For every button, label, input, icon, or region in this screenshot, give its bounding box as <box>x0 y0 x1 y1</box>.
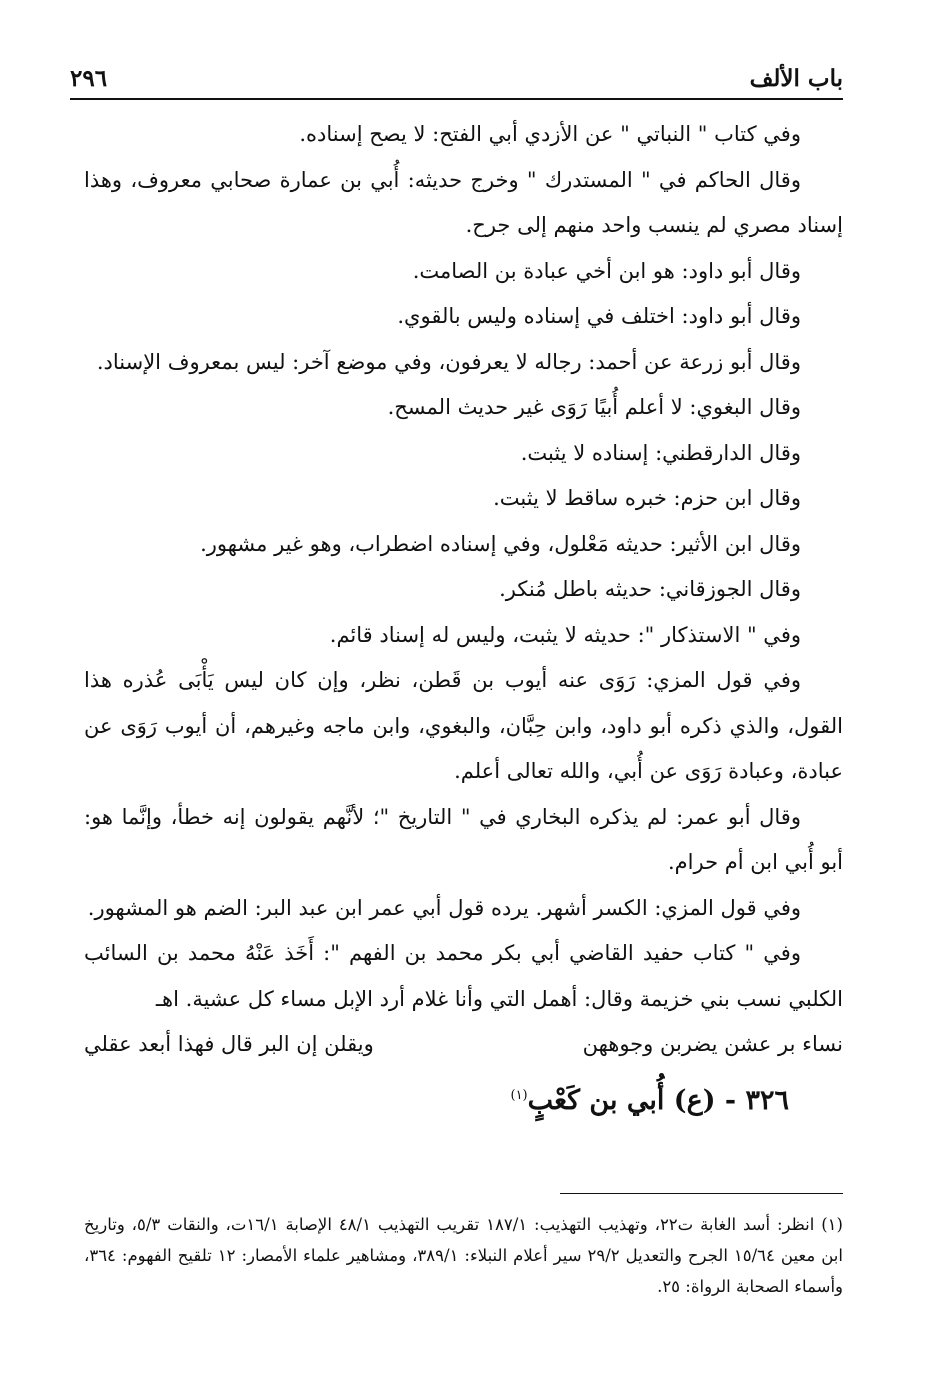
paragraph: وقال الجوزقاني: حديثه باطل مُنكر. <box>499 577 801 601</box>
paragraph: وقال أبو داود: هو ابن أخي عبادة بن الصامت. <box>412 258 801 283</box>
footnote-separator <box>560 1193 843 1194</box>
chapter-title: باب الألف <box>749 65 843 92</box>
paragraph: وقال أبو عمر: لم يذكره البخاري في " التاريخ "؛ لأنَّهم يقولون إنه خطأ، وإنَّما هو: أبو أُبي ابن أم حرام. <box>84 804 843 874</box>
entry-heading-text: ٣٢٦ - (ع) أُبي بن كَعْبٍ <box>527 1084 789 1116</box>
verse-second-hemistich: ويقلن إن البر قال فهذا أبعد عقلي <box>84 1032 374 1056</box>
paragraph: وفي كتاب " النباتي " عن الأزدي أبي الفتح: لا يصح إسناده. <box>299 122 801 146</box>
paragraph: وقال ابن الأثير: حديثه مَعْلول، وفي إسناده اضطراب، وهو غير مشهور. <box>200 531 801 556</box>
paragraph: وقال الدارقطني: إسناده لا يثبت. <box>520 440 801 465</box>
footnote: (١) انظر: أسد الغابة ت٢٢، وتهذيب التهذيب: ١٨٧/١ تقريب التهذيب ٤٨/١ الإصابة ١٦/١ت، والنقات ٥/٣، وتاريخ ابن معين ١٥/٦٤ الجرح والتعديل ٢٩/٢ سير أعلام النبلاء: ٣٨٩/١، ومشاهير علماء الأمصار: ١٢ تلقيح الفهوم: ٣٦٤، وأسماء الصحابة الرواة: ٢٥. <box>84 1215 843 1296</box>
footnotes <box>84 1209 843 1302</box>
main-text <box>84 112 843 1129</box>
paragraph: وفي " الاستذكار ": حديثه لا يثبت، وليس له إسناد قائم. <box>329 622 801 647</box>
footnote-reference: (١) <box>510 1087 528 1103</box>
poetry-verse <box>84 1022 843 1068</box>
paragraph: وفي " كتاب حفيد القاضي أبي بكر محمد بن الفهم ": أَخَذ عَنْهُ محمد بن السائب الكلبي نسب بني خزيمة وقال: أهمل التي وأنا غلام أرد الإبل مساء كل عشية. اهـ <box>84 941 843 1011</box>
page-header <box>70 54 843 100</box>
page-number: ٢٩٦ <box>70 65 108 92</box>
paragraph: وقال البغوي: لا أعلم أُبيًا رَوَى غير حديث المسح. <box>387 395 801 419</box>
paragraph: وفي قول المزي: رَوَى عنه أيوب بن قَطن، نظر، وإن كان ليس يَأْبَى عُذره هذا القول، والذي ذكره أبو داود، وابن حِبَّان، والبغوي، وابن ماجه وغيرهم، أن أيوب رَوَى عن عبادة، وعبادة رَوَى عن أُبي، والله تعالى أعلم. <box>84 668 843 783</box>
paragraph: وقال أبو داود: اختلف في إسناده وليس بالقوي. <box>397 304 801 328</box>
paragraph: وقال ابن حزم: خبره ساقط لا يثبت. <box>493 486 801 510</box>
paragraph: وقال الحاكم في " المستدرك " وخرج حديثه: أُبي بن عمارة صحابي معروف، وهذا إسناد مصري لم ينسب واحد منهم إلى جرح. <box>84 167 843 237</box>
entry-heading <box>84 1068 843 1129</box>
paragraph: وقال أبو زرعة عن أحمد: رجاله لا يعرفون، وفي موضع آخر: ليس بمعروف الإسناد. <box>96 349 801 374</box>
verse-first-hemistich: نساء بر عشن يضربن وجوههن <box>582 1032 843 1056</box>
paragraph: وفي قول المزي: الكسر أشهر. يرده قول أبي عمر ابن عبد البر: الضم هو المشهور. <box>87 895 801 920</box>
